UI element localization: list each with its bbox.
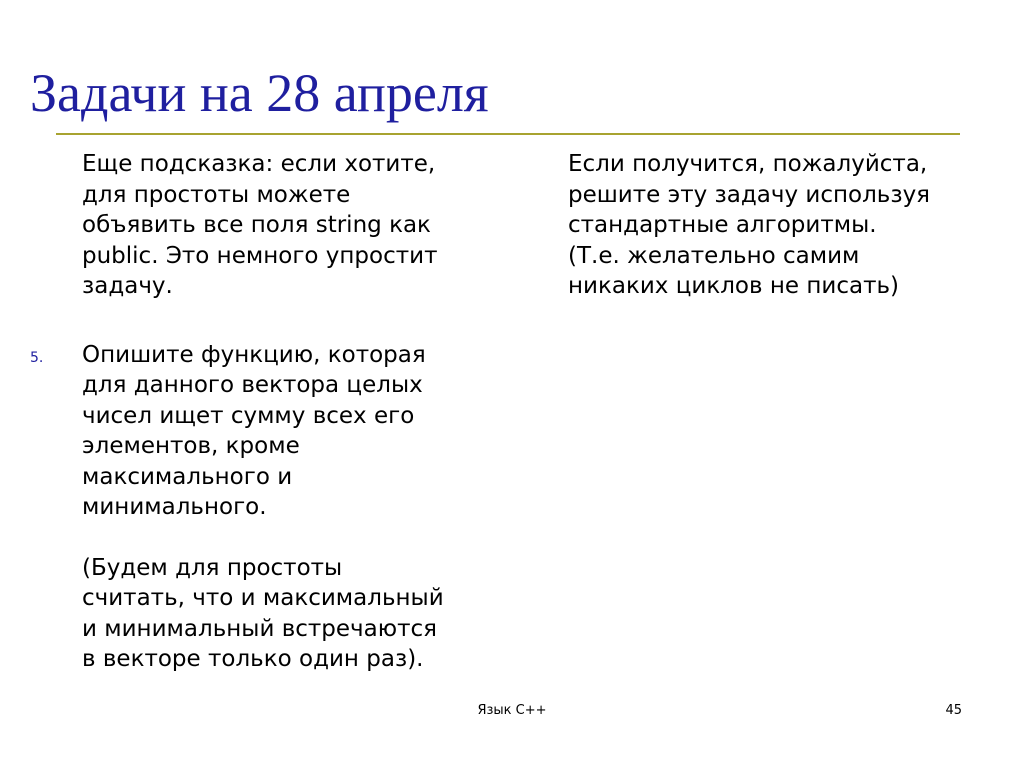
spacer [82,523,492,553]
task-note: (Будем для простоты считать, что и максимальный и минимальный встречаются в векторе только один раз). [82,554,444,672]
hint-text: Еще подсказка: если хотите, для простоты можете объявить все поля string как public. Это немного упростит задачу. [82,151,438,299]
task-item-5 [30,340,492,675]
task-number: 5. [30,349,44,366]
left-column [30,149,492,675]
footer-page-number: 45 [945,703,962,718]
slide-title: Задачи на 28 апреля [30,63,489,123]
right-column [568,149,988,302]
title-divider [56,133,960,135]
task-text: Опишите функцию, которая для данного вектора целых чисел ищет сумму всех его элементов, кроме максимального и минимального. [82,341,426,520]
algorithms-hint-text: Если получится, пожалуйста, решите эту задачу используя стандартные алгоритмы. (Т.е. желательно самим никаких циклов не писать) [568,151,931,299]
footer-course-name: Язык С++ [477,703,547,718]
spacer [82,302,492,340]
